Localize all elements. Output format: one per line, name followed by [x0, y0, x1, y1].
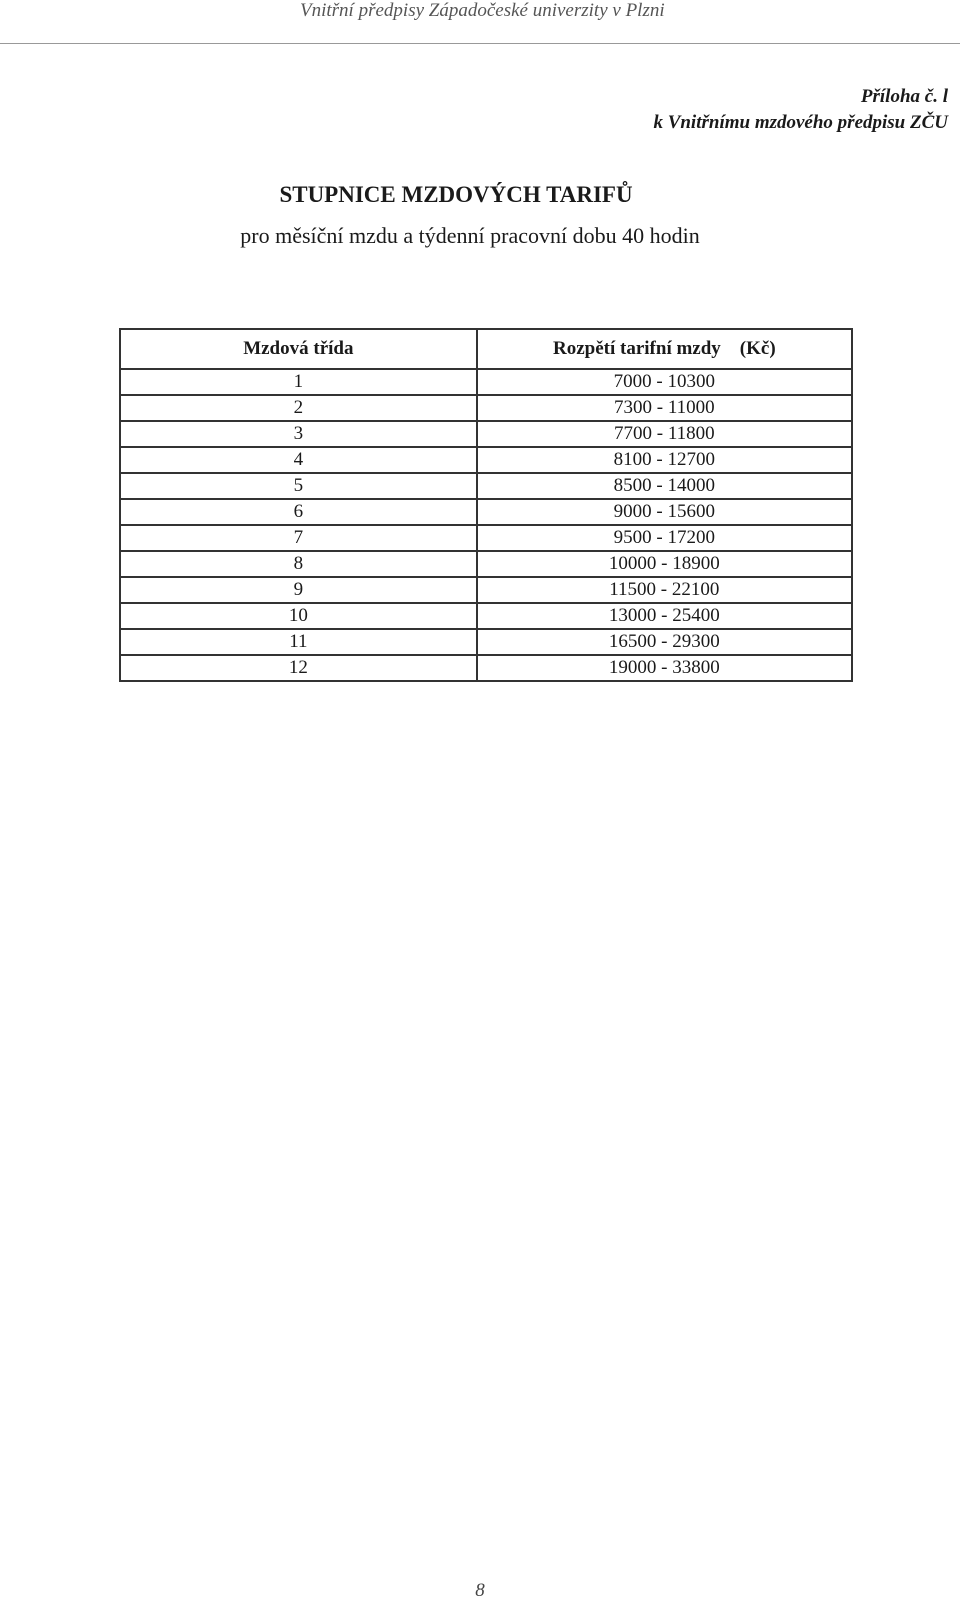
wage-class-cell: 12: [120, 655, 477, 681]
document-title-text: STUPNICE MZDOVÝCH TARIFŮ: [279, 182, 633, 207]
range-cell: 7000 - 10300: [477, 369, 852, 395]
wage-class-cell: 10: [120, 603, 477, 629]
table-row: [120, 551, 852, 577]
wage-class-cell: 8: [120, 551, 477, 577]
wage-class-cell: 1: [120, 369, 477, 395]
range-cell: 9500 - 17200: [477, 525, 852, 551]
tariff-table: [119, 328, 853, 682]
wage-class-cell: 7: [120, 525, 477, 551]
range-cell: 7700 - 11800: [477, 421, 852, 447]
range-cell: 9000 - 15600: [477, 499, 852, 525]
range-cell: 19000 - 33800: [477, 655, 852, 681]
table-row: [120, 473, 852, 499]
table-row: [120, 369, 852, 395]
document-subtitle-text: pro měsíční mzdu a týdenní pracovní dobu 40 hodin: [240, 223, 700, 248]
table-row: [120, 577, 852, 603]
table-row: [120, 603, 852, 629]
running-header-text: Vnitřní předpisy Západočeské univerzity v Plzni: [300, 0, 665, 21]
wage-class-cell: 6: [120, 499, 477, 525]
table-row: [120, 447, 852, 473]
page-number: 8: [475, 1580, 485, 1601]
range-cell: 16500 - 29300: [477, 629, 852, 655]
table-row: [120, 499, 852, 525]
wage-class-cell: 5: [120, 473, 477, 499]
annex-line-1: Příloha č. l: [860, 86, 948, 107]
range-cell: 13000 - 25400: [477, 603, 852, 629]
annex-reference: [653, 84, 948, 136]
wage-class-cell: 2: [120, 395, 477, 421]
range-cell: 11500 - 22100: [477, 577, 852, 603]
range-cell: 8100 - 12700: [477, 447, 852, 473]
range-cell: 7300 - 11000: [477, 395, 852, 421]
header-rule: [0, 43, 960, 44]
header-range: Rozpětí tarifní mzdy (Kč): [477, 329, 852, 369]
running-header: [0, 0, 960, 44]
wage-class-cell: 4: [120, 447, 477, 473]
wage-class-cell: 3: [120, 421, 477, 447]
wage-class-cell: 9: [120, 577, 477, 603]
annex-line-2: k Vnitřnímu mzdového předpisu ZČU: [653, 112, 948, 133]
wage-class-cell: 11: [120, 629, 477, 655]
table-row: [120, 421, 852, 447]
range-cell: 8500 - 14000: [477, 473, 852, 499]
document-title: [0, 180, 960, 210]
table-header-row: [120, 329, 852, 369]
table-row: [120, 525, 852, 551]
table-row: [120, 655, 852, 681]
table-row: [120, 395, 852, 421]
document-subtitle: [0, 221, 960, 251]
range-cell: 10000 - 18900: [477, 551, 852, 577]
header-wage-class: Mzdová třída: [120, 329, 477, 369]
table-row: [120, 629, 852, 655]
